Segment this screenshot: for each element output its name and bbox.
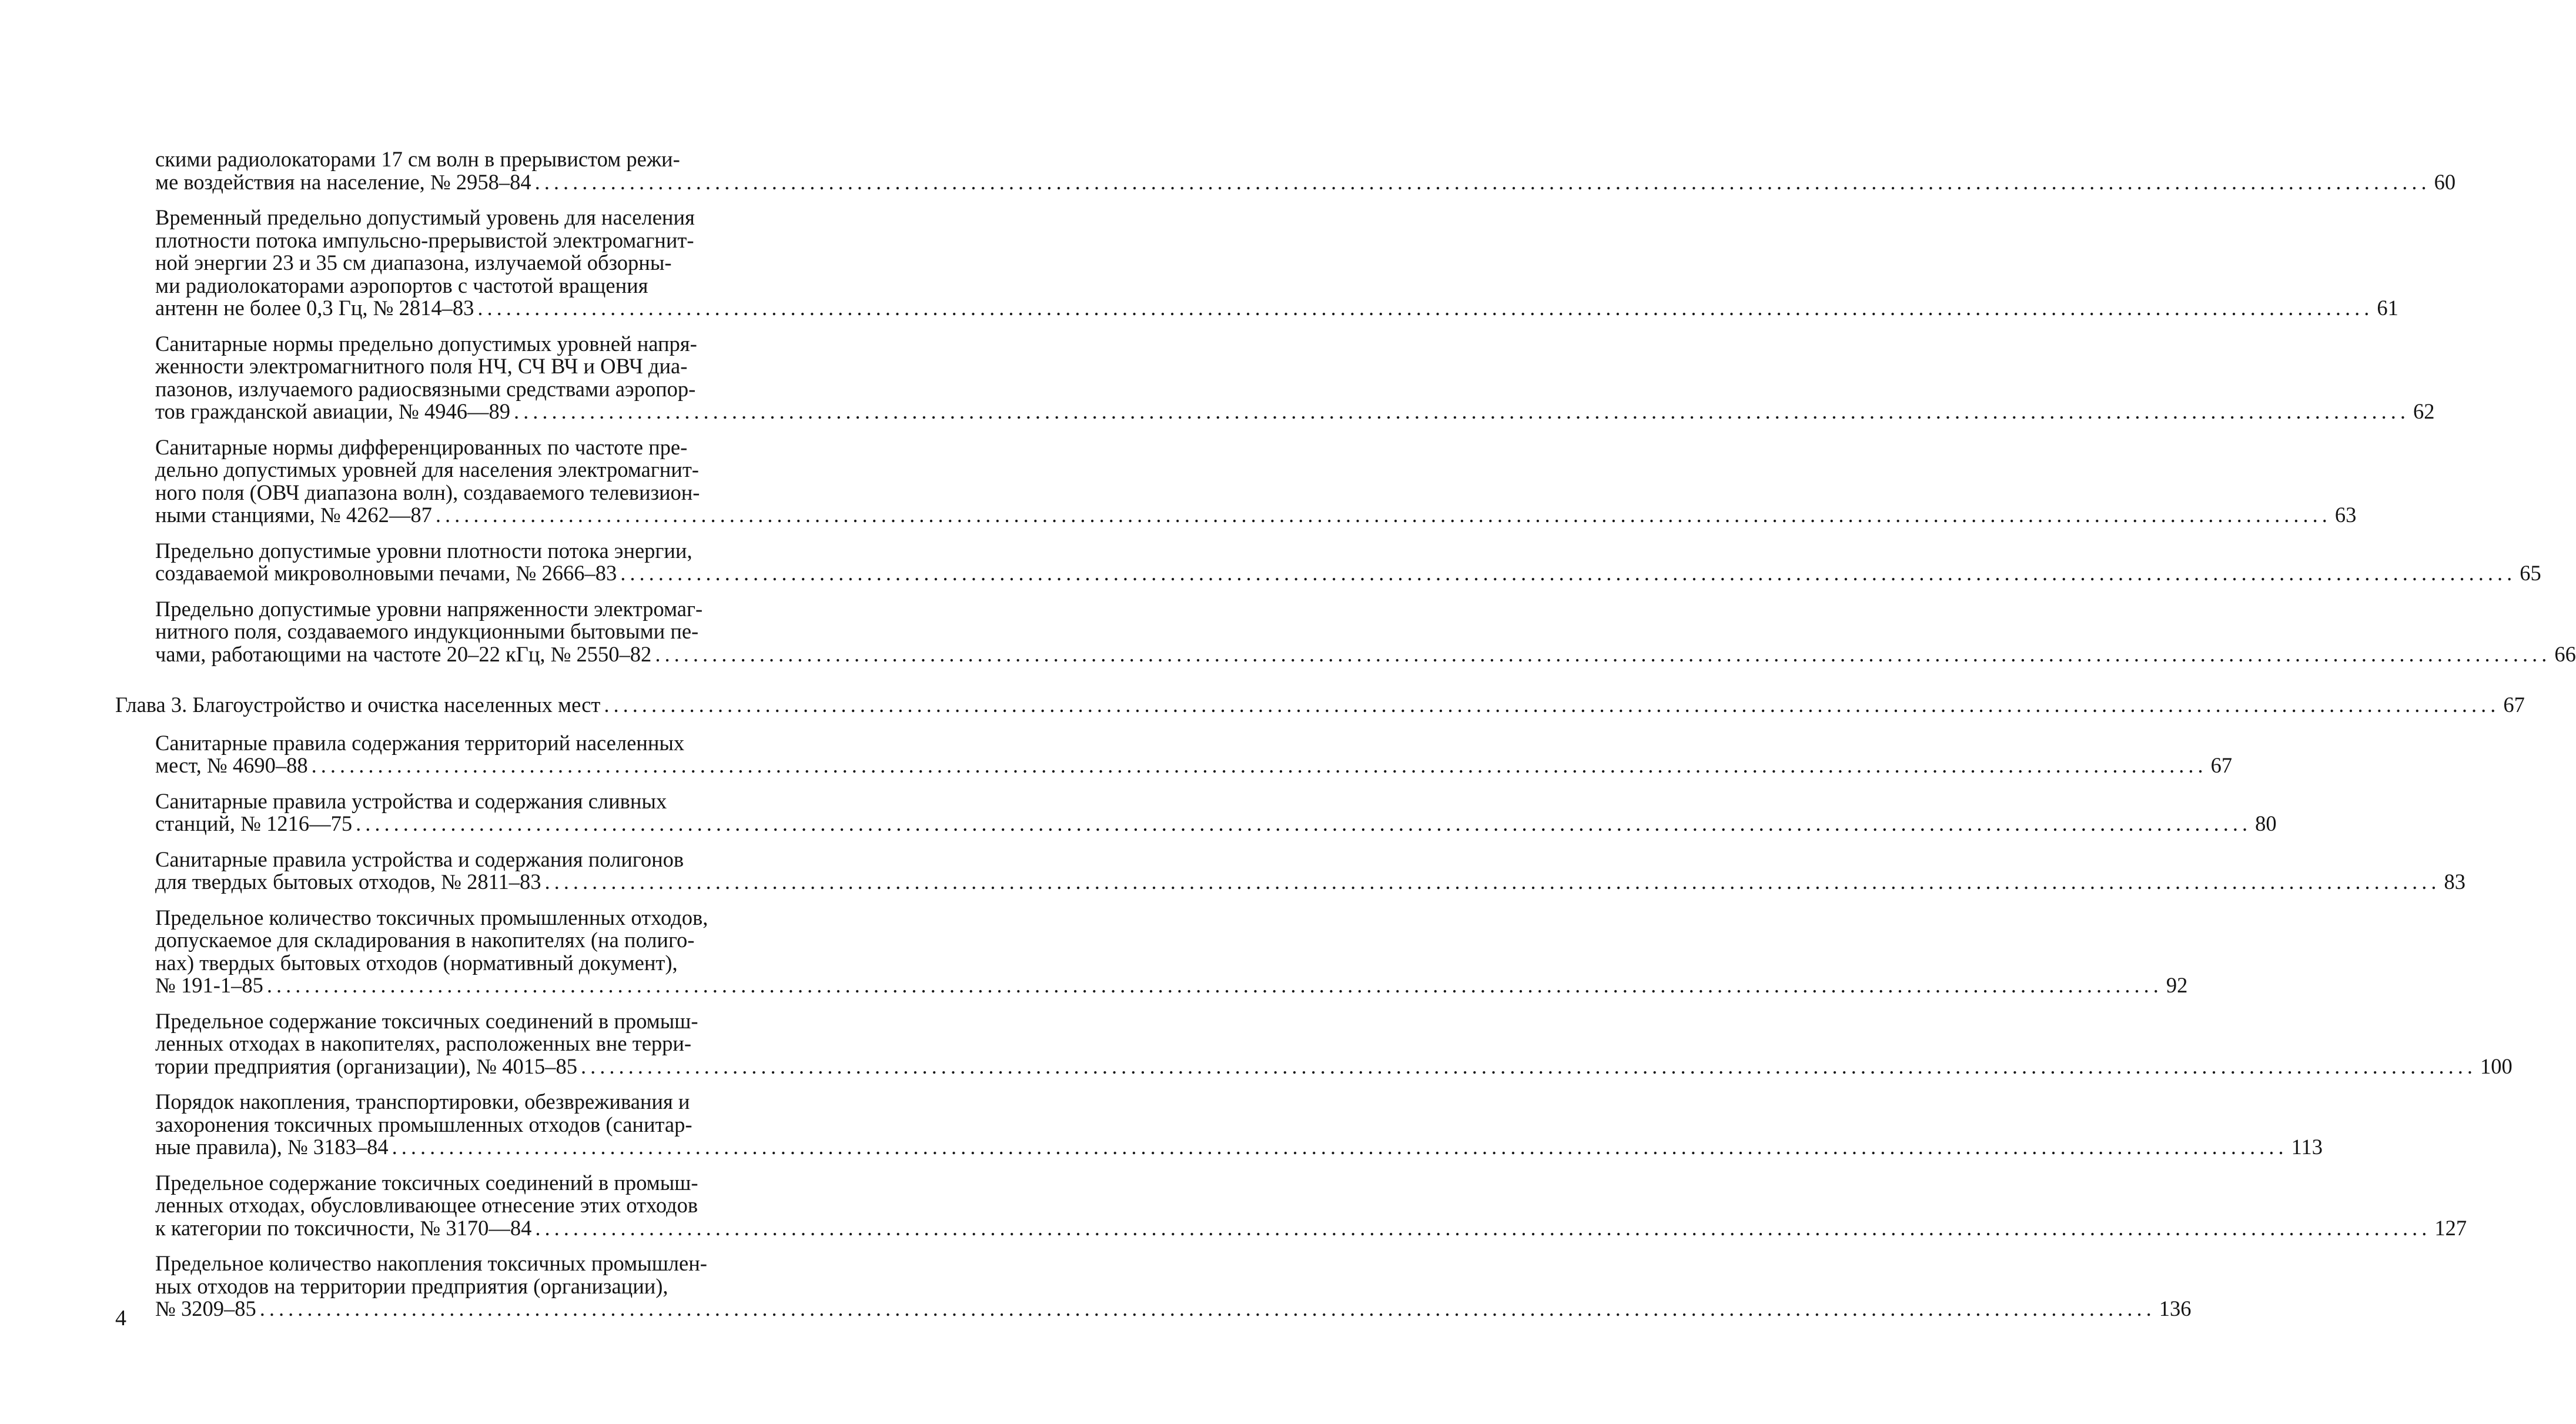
dot-leader: ........................................................................................................................................................................................................ — [311, 753, 2207, 777]
dot-leader: ........................................................................................................................................................................................................ — [392, 1135, 2288, 1159]
toc-page-number: 92 — [2166, 973, 2188, 997]
toc-entry-line: допускаемое для складирования в накопителях (на полиго- — [155, 928, 695, 952]
toc-entry-leader-line — [155, 1215, 2467, 1240]
toc-entry-title-end: Глава 3. Благоустройство и очистка населенных мест — [115, 693, 601, 717]
toc-entry-line: Предельно допустимые уровни плотности потока энергии, — [155, 538, 692, 563]
toc-entry-line: Временный предельно допустимый уровень для населения — [155, 205, 695, 229]
toc-entry-leader-line — [155, 1054, 2513, 1078]
toc-entry-line: нитного поля, создаваемого индукционными бытовыми пе- — [155, 619, 699, 643]
toc-entry-title-end: мест, № 4690–88 — [155, 753, 308, 777]
toc-entry-line: Предельное содержание токсичных соединений в промыш- — [155, 1170, 698, 1195]
toc-entry-line: ленных отходах в накопителях, расположенных вне терри- — [155, 1031, 692, 1055]
toc-entry — [115, 1089, 2323, 1159]
dot-leader: ........................................................................................................................................................................................................ — [356, 811, 2252, 835]
toc-page-number: 113 — [2291, 1135, 2323, 1159]
toc-entry — [115, 538, 2541, 585]
toc-entry-leader-line — [155, 641, 2576, 666]
toc-entry-leader-line — [155, 811, 2277, 835]
table-of-contents — [115, 147, 2576, 1333]
toc-entry-title-end: создаваемой микроволновыми печами, № 2666–83 — [155, 561, 617, 585]
toc-entry-line: ных отходов на территории предприятия (организации), — [155, 1273, 668, 1298]
toc-entry-title-end: тов гражданской авиации, № 4946—89 — [155, 399, 510, 423]
toc-entry-title-end: для твердых бытовых отходов, № 2811–83 — [155, 870, 541, 894]
toc-entry-line: Санитарные правила устройства и содержания полигонов — [155, 847, 684, 871]
toc-entry-leader-line — [155, 870, 2465, 894]
toc-entry-leader-line — [155, 503, 2357, 527]
toc-page-number: 60 — [2434, 169, 2456, 194]
toc-entry-line: Санитарные нормы дифференцированных по частоте пре- — [155, 434, 688, 459]
toc-entry-title-end: № 3209–85 — [155, 1296, 256, 1321]
dot-leader: ........................................................................................................................................................................................................ — [435, 503, 2331, 527]
toc-page-number: 66 — [2554, 641, 2576, 666]
dot-leader: ........................................................................................................................................................................................................ — [477, 296, 2374, 320]
toc-entry-title-end: тории предприятия (организации), № 4015–85 — [155, 1054, 577, 1078]
toc-page-number: 61 — [2377, 296, 2398, 320]
toc-entry — [115, 1170, 2467, 1240]
toc-page-number: 62 — [2413, 399, 2435, 423]
toc-entry — [115, 434, 2357, 527]
toc-entry-line: Порядок накопления, транспортировки, обезвреживания и — [155, 1089, 690, 1114]
toc-entry-title-end: ные правила), № 3183–84 — [155, 1135, 389, 1159]
toc-entry — [115, 730, 2233, 777]
toc-entry-line: плотности потока импульсно-прерывистой электромагнит- — [155, 228, 694, 252]
toc-entry-line: захоронения токсичных промышленных отходов (санитар- — [155, 1112, 692, 1136]
toc-entry-title-end: к категории по токсичности, № 3170—84 — [155, 1215, 532, 1240]
toc-entry-title-end: чами, работающими на частоте 20–22 кГц, № 2550–82 — [155, 641, 652, 666]
toc-entry-line: ми радиолокаторами аэропортов с частотой вращения — [155, 273, 648, 297]
dot-leader: ........................................................................................................................................................................................................ — [535, 1215, 2431, 1240]
toc-entry-line: Предельное содержание токсичных соединений в промыш- — [155, 1008, 698, 1033]
dot-leader: ........................................................................................................................................................................................................ — [259, 1296, 2156, 1321]
page-number: 4 — [115, 1306, 126, 1331]
toc-entry-title-end: станций, № 1216—75 — [155, 811, 353, 835]
toc-entry-leader-line — [155, 1135, 2323, 1159]
toc-page-number: 127 — [2434, 1215, 2467, 1240]
toc-entry-leader-line — [155, 169, 2456, 194]
toc-entry-line: Санитарные нормы предельно допустимых уровней напря- — [155, 331, 697, 356]
toc-entry-title-end: антенн не более 0,3 Гц, № 2814–83 — [155, 296, 474, 320]
toc-page-number: 80 — [2255, 811, 2277, 835]
toc-entry-leader-line — [155, 1296, 2192, 1321]
dot-leader: ........................................................................................................................................................................................................ — [604, 693, 2500, 717]
toc-entry-line: Предельное количество токсичных промышленных отходов, — [155, 905, 708, 930]
dot-leader: ........................................................................................................................................................................................................ — [534, 169, 2431, 194]
toc-entry — [115, 788, 2277, 835]
toc-entry-leader-line — [155, 973, 2188, 997]
dot-leader: ........................................................................................................................................................................................................ — [580, 1054, 2477, 1078]
toc-entry — [115, 847, 2465, 894]
toc-entry-line: пазонов, излучаемого радиосвязными средствами аэропор- — [155, 376, 696, 401]
toc-entry — [115, 596, 2576, 666]
toc-entry-leader-line — [155, 753, 2233, 777]
toc-entry — [115, 1251, 2192, 1321]
toc-entry-title-end: № 191-1–85 — [155, 973, 263, 997]
toc-page-number: 136 — [2159, 1296, 2192, 1321]
toc-entry — [115, 1008, 2513, 1078]
dot-leader: ........................................................................................................................................................................................................ — [544, 870, 2441, 894]
toc-entry-line: Предельно допустимые уровни напряженности электромаг- — [155, 596, 703, 621]
toc-chapter-heading — [115, 693, 2525, 717]
toc-page-number: 83 — [2444, 870, 2465, 894]
toc-entry-line: скими радиолокаторами 17 см волн в прерывистом режи- — [155, 147, 680, 171]
toc-page-number: 67 — [2503, 693, 2525, 717]
toc-entry-line: Предельное количество накопления токсичных промышлен- — [155, 1251, 707, 1275]
toc-entry-line: Санитарные правила содержания территорий населенных — [155, 730, 685, 755]
toc-entry-line: Санитарные правила устройства и содержания сливных — [155, 788, 667, 813]
toc-entry-title-end: ными станциями, № 4262—87 — [155, 503, 432, 527]
toc-entry-leader-line — [155, 561, 2541, 585]
toc-page-number: 65 — [2520, 561, 2541, 585]
toc-entry-line: женности электромагнитного поля НЧ, СЧ ВЧ и ОВЧ диа- — [155, 354, 688, 378]
toc-entry-line: ного поля (ОВЧ диапазона волн), создаваемого телевизион- — [155, 480, 700, 504]
toc-entry-line: ной энергии 23 и 35 см диапазона, излучаемой обзорны- — [155, 250, 672, 275]
toc-entry-line: ленных отходах, обусловливающее отнесение этих отходов — [155, 1193, 698, 1217]
toc-entry-leader-line — [115, 693, 2525, 717]
toc-entry — [115, 147, 2456, 194]
toc-entry-title-end: ме воздействия на население, № 2958–84 — [155, 169, 531, 194]
toc-page-number: 63 — [2334, 503, 2357, 527]
dot-leader: ........................................................................................................................................................................................................ — [266, 973, 2163, 997]
toc-entry — [115, 905, 2188, 997]
toc-entry-leader-line — [155, 296, 2398, 320]
toc-entry-line: нах) твердых бытовых отходов (нормативный документ), — [155, 950, 678, 975]
toc-page-number: 67 — [2210, 753, 2233, 777]
toc-entry — [115, 205, 2398, 320]
dot-leader: ........................................................................................................................................................................................................ — [620, 561, 2517, 585]
dot-leader: ........................................................................................................................................................................................................ — [655, 641, 2551, 666]
toc-entry-leader-line — [155, 399, 2435, 423]
toc-entry-line: дельно допустимых уровней для населения электромагнит- — [155, 457, 699, 482]
toc-entry — [115, 331, 2435, 423]
toc-page-number: 100 — [2480, 1054, 2513, 1078]
dot-leader: ........................................................................................................................................................................................................ — [513, 399, 2410, 423]
